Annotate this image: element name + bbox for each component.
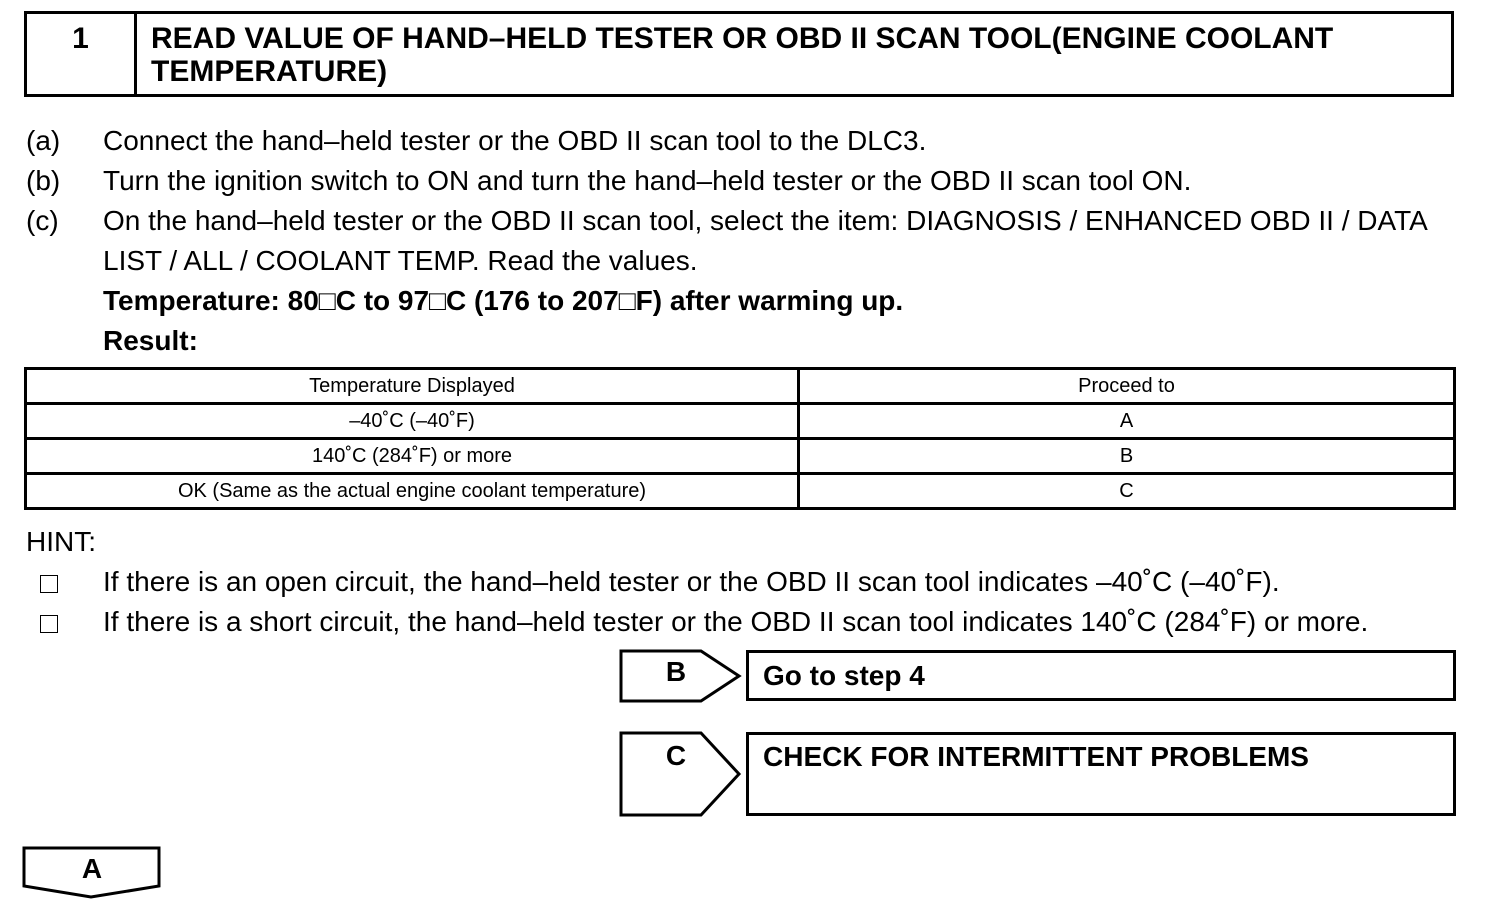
step-number: 1 — [27, 14, 137, 94]
hint-label: HINT: — [26, 526, 96, 557]
instruction-c-label: (c) — [26, 205, 59, 236]
step-title: READ VALUE OF HAND–HELD TESTER OR OBD II SCAN TOOL(ENGINE COOLANT TEMPERATURE) — [151, 22, 1334, 88]
instruction-b-label: (b) — [26, 165, 61, 196]
result-label: Result: — [103, 325, 198, 356]
table-cell: 140˚C (284˚F) or more — [26, 439, 799, 474]
instruction-c-text: On the hand–held tester or the OBD II scan tool, select the item: DIAGNOSIS / ENHANCED OBD II / DATA LIST / ALL / COOLANT TEMP. Read the values. — [103, 205, 1427, 276]
table-row — [26, 404, 1455, 439]
instruction-a-text: Connect the hand–held tester or the OBD II scan tool to the DLC3. — [103, 125, 927, 156]
table-row — [26, 474, 1455, 509]
table-header-cell: Temperature Displayed — [26, 369, 799, 404]
temperature-spec: Temperature: 80□C to 97□C (176 to 207□F) after warming up. — [103, 285, 904, 316]
instruction-b-text: Turn the ignition switch to ON and turn the hand–held tester or the OBD II scan tool ON. — [103, 165, 1192, 196]
hint-item: If there is an open circuit, the hand–held tester or the OBD II scan tool indicates –40˚C (–40˚F). — [103, 566, 1280, 597]
table-header-row — [26, 369, 1455, 404]
branch-c-action: CHECK FOR INTERMITTENT PROBLEMS — [746, 732, 1456, 816]
table-cell: –40˚C (–40˚F) — [26, 404, 799, 439]
table-header-cell: Proceed to — [799, 369, 1455, 404]
branch-c-label: C — [665, 740, 687, 771]
bullet-box-icon — [40, 575, 58, 593]
branch-b-label: B — [665, 656, 687, 687]
step-header — [24, 11, 1454, 97]
table-cell: A — [799, 404, 1455, 439]
continue-a-label: A — [81, 853, 103, 884]
hint-item: If there is a short circuit, the hand–held tester or the OBD II scan tool indicates 140˚C (284˚F) or more. — [103, 606, 1369, 637]
result-table — [24, 367, 1456, 510]
bullet-box-icon — [40, 615, 58, 633]
instruction-a-label: (a) — [26, 125, 61, 156]
table-cell: C — [799, 474, 1455, 509]
branch-b-action: Go to step 4 — [746, 650, 1456, 701]
table-cell: B — [799, 439, 1455, 474]
table-row — [26, 439, 1455, 474]
table-cell: OK (Same as the actual engine coolant temperature) — [26, 474, 799, 509]
